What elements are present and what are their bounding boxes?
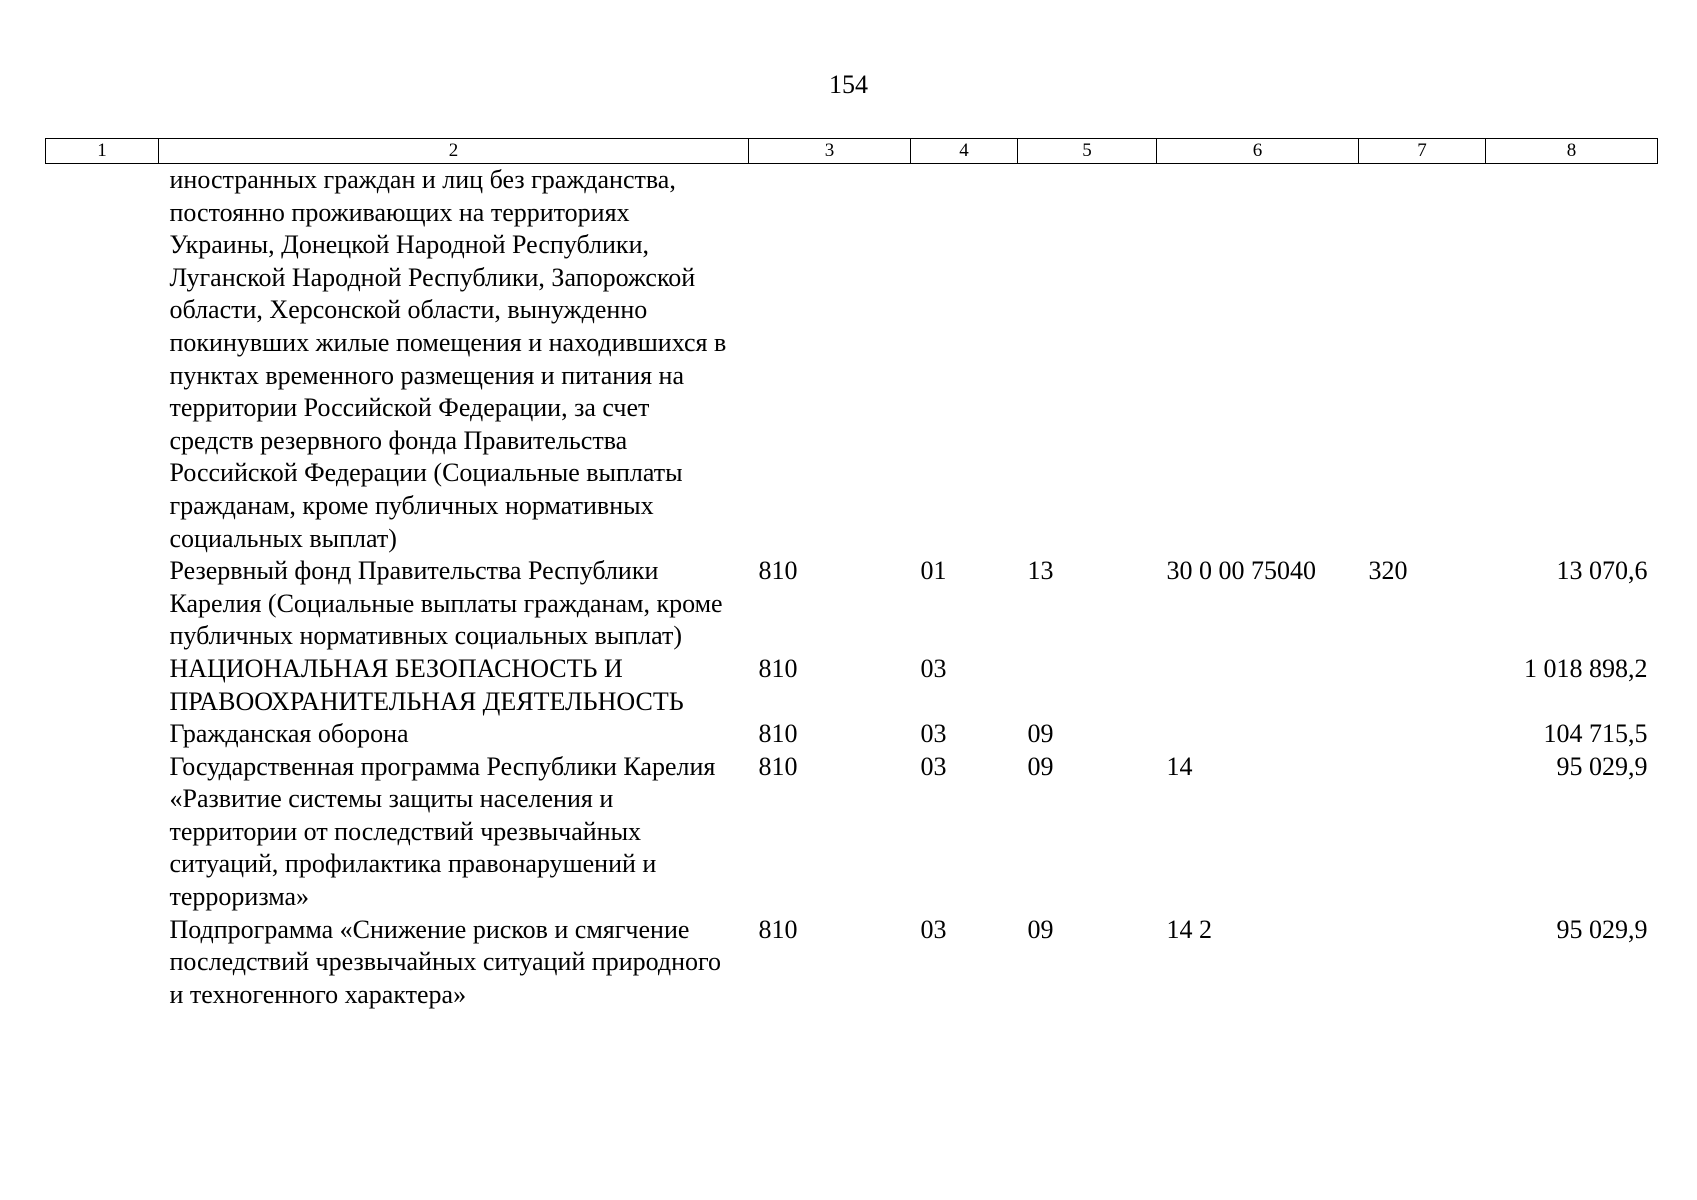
ministry-code-cell: 810: [758, 719, 798, 749]
amount-cell: 104 715,5: [1543, 719, 1648, 749]
row-number-cell: [46, 914, 159, 1012]
section-code-cell: 03: [920, 751, 947, 781]
amount-cell: 1 018 898,2: [1524, 653, 1648, 683]
section-code-cell: [911, 164, 1018, 556]
ministry-code-cell: [749, 164, 911, 556]
section-code-cell: 03: [920, 914, 947, 944]
row-name-cell: Гражданская оборона: [169, 719, 409, 749]
ministry-code-cell: 810: [758, 556, 798, 586]
expense-type-cell: [1359, 718, 1486, 751]
table-row: [46, 164, 1658, 556]
expense-type-cell: [1359, 164, 1486, 556]
table-body: [46, 164, 1658, 1012]
table-header: [46, 139, 1658, 164]
section-code-cell: 03: [920, 719, 947, 749]
subsection-code-cell: 13: [1027, 556, 1054, 586]
amount-cell: 95 029,9: [1556, 751, 1648, 781]
column-header-4: 4: [911, 139, 1018, 164]
row-number-cell: [46, 718, 159, 751]
column-header-1: 1: [46, 139, 159, 164]
row-name-cell: Резервный фонд Правительства Республики Карелия (Социальные выплаты гражданам, кроме публичных нормативных социальных выплат): [169, 556, 723, 651]
row-number-cell: [46, 653, 159, 718]
table-row: [46, 914, 1658, 1012]
subsection-code-cell: [1018, 164, 1157, 556]
expense-type-cell: [1359, 751, 1486, 914]
column-header-8: 8: [1486, 139, 1658, 164]
section-code-cell: 01: [920, 556, 947, 586]
row-number-cell: [46, 164, 159, 556]
expense-type-cell: [1359, 914, 1486, 1012]
section-code-cell: 03: [920, 653, 947, 683]
row-name-cell: Подпрограмма «Снижение рисков и смягчение последствий чрезвычайных ситуаций природного и техногенного характера»: [169, 914, 722, 1009]
table-row: [46, 653, 1658, 718]
row-name-cell: Государственная программа Республики Карелия «Развитие системы защиты населения и территории от последствий чрезвычайных ситуаций, профилактика правонарушений и терроризма»: [169, 751, 716, 912]
target-code-cell: 14 2: [1166, 914, 1212, 944]
column-header-2: 2: [159, 139, 749, 164]
column-number-row: [46, 139, 1658, 164]
row-name-cell: НАЦИОНАЛЬНАЯ БЕЗОПАСНОСТЬ И ПРАВООХРАНИТЕЛЬНАЯ ДЕЯТЕЛЬНОСТЬ: [169, 653, 684, 716]
subsection-code-cell: [1018, 653, 1157, 718]
row-number-cell: [46, 751, 159, 914]
column-header-7: 7: [1359, 139, 1486, 164]
ministry-code-cell: 810: [758, 751, 798, 781]
page-number: 154: [829, 70, 868, 99]
subsection-code-cell: 09: [1027, 751, 1054, 781]
ministry-code-cell: 810: [758, 914, 798, 944]
amount-cell: 13 070,6: [1556, 556, 1648, 586]
expense-type-cell: 320: [1368, 556, 1408, 586]
target-code-cell: [1157, 653, 1359, 718]
target-code-cell: 30 0 00 75040: [1166, 556, 1316, 586]
column-header-3: 3: [749, 139, 911, 164]
table-row: [46, 751, 1658, 914]
expense-type-cell: [1359, 653, 1486, 718]
column-header-5: 5: [1018, 139, 1157, 164]
table-row: [46, 718, 1658, 751]
subsection-code-cell: 09: [1027, 914, 1054, 944]
target-code-cell: [1157, 164, 1359, 556]
row-number-cell: [46, 555, 159, 653]
target-code-cell: [1157, 718, 1359, 751]
table-row: [46, 555, 1658, 653]
ministry-code-cell: 810: [758, 653, 798, 683]
amount-cell: 95 029,9: [1556, 914, 1648, 944]
row-name-cell: иностранных граждан и лиц без гражданства, постоянно проживающих на территориях Украины, Донецкой Народной Республики, Луганской Народной Республики, Запорожской области, Херсонской области, вынужденно покинувших жилые помещения и находившихся в пунктах временного размещения и питания на территории Российской Федерации, за счет средств резервного фонда Правительства Российской Федерации (Социальные выплаты гражданам, кроме публичных нормативных социальных выплат): [169, 165, 727, 553]
amount-cell: [1486, 164, 1658, 556]
target-code-cell: 14: [1166, 751, 1193, 781]
budget-table: [45, 138, 1658, 1011]
column-header-6: 6: [1157, 139, 1359, 164]
subsection-code-cell: 09: [1027, 719, 1054, 749]
